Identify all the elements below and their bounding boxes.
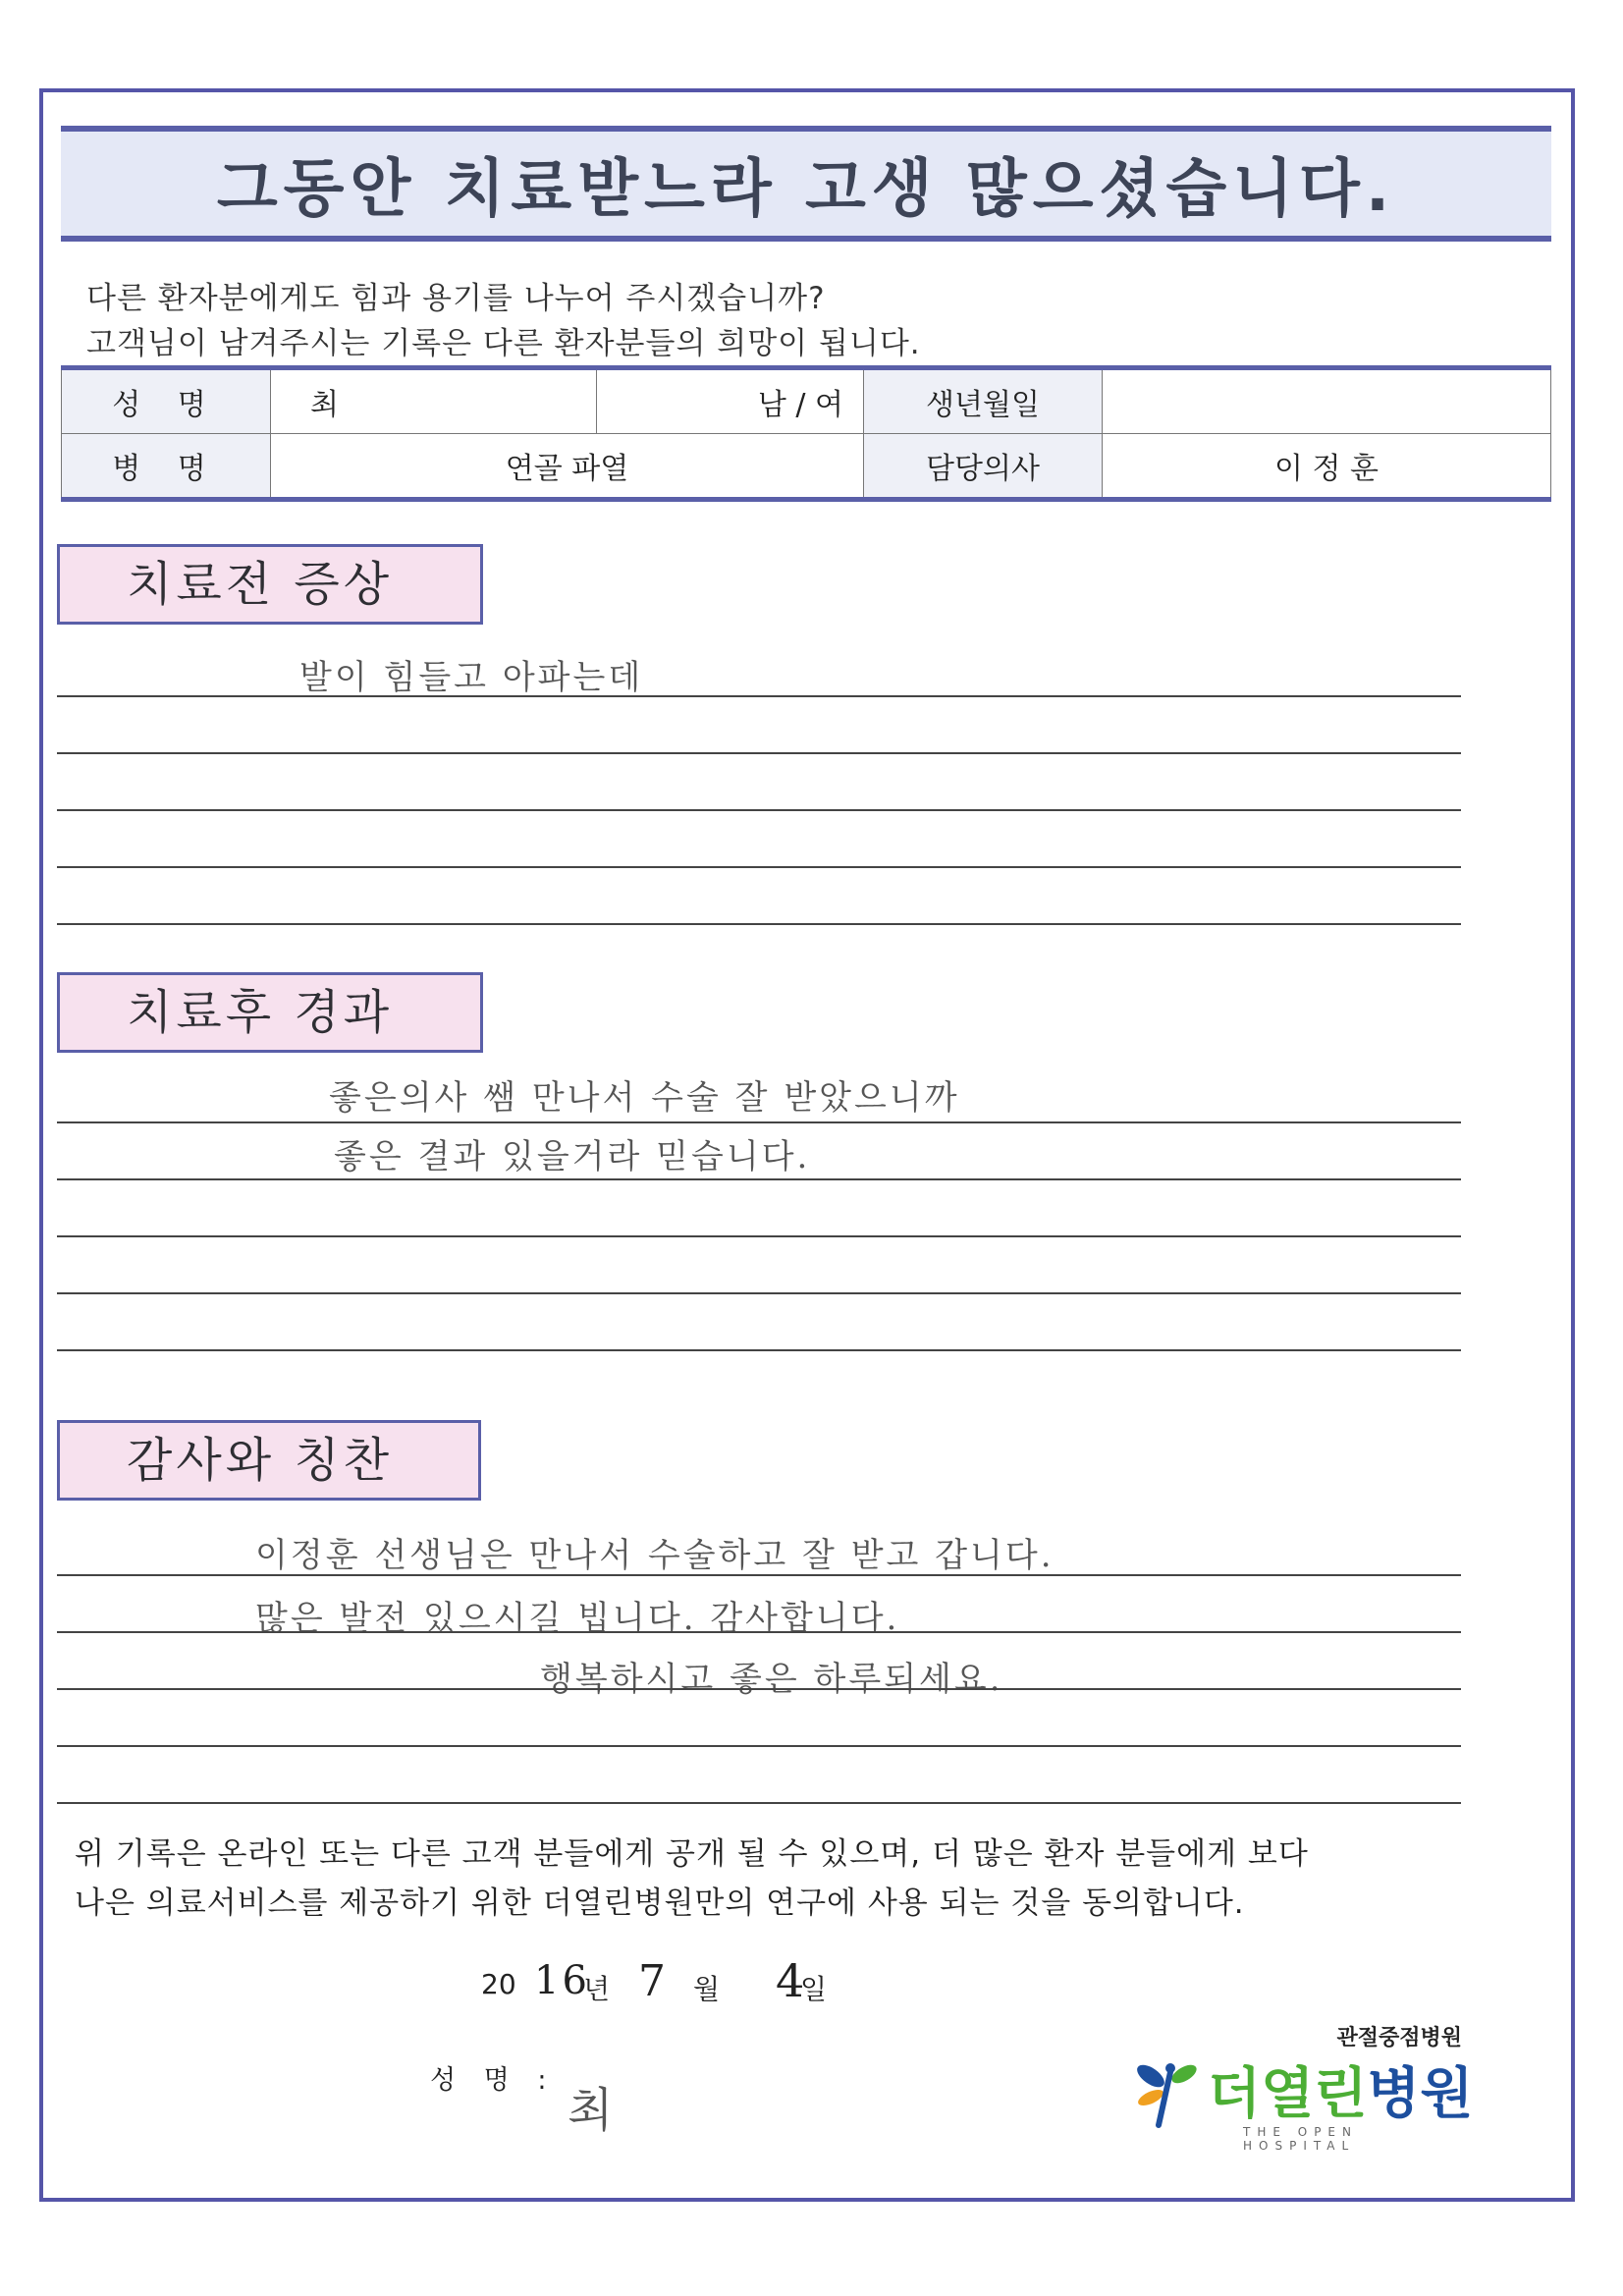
handwritten-line: 좋은의사 쌤 만나서 수술 잘 받았으니까: [329, 1078, 960, 1118]
ruled-line: [57, 1688, 1461, 1690]
signature-value: 최: [568, 2083, 617, 2138]
ruled-line: [57, 695, 1461, 697]
ruled-line: [57, 809, 1461, 811]
handwritten-line: 발이 힘들고 아파는데: [299, 658, 644, 697]
logo-name: [1208, 2050, 1474, 2129]
handwritten-line: 좋은 결과 있을거라 믿습니다.: [334, 1137, 811, 1176]
logo-english: THE OPEN HOSPITAL: [1243, 2125, 1358, 2153]
doctor-value: 이 정 훈: [1103, 434, 1551, 500]
ruled-line: [57, 1574, 1461, 1576]
hospital-logo: [1129, 2021, 1474, 2153]
ruled-line: [57, 1121, 1461, 1123]
handwritten-line: 많은 발전 있으시길 빕니다. 감사합니다.: [255, 1599, 900, 1638]
intro-line-1: 다른 환자분에게도 힘과 용기를 나누어 주시겠습니까?: [86, 281, 826, 316]
disease-label: 병 명: [62, 434, 271, 500]
section-heading-before: 치료전 증상: [57, 544, 483, 625]
ruled-line: [57, 923, 1461, 925]
handwritten-line: 행복하시고 좋은 하루되세요.: [540, 1660, 1003, 1699]
dragonfly-logo-icon: [1129, 2054, 1208, 2129]
date-prefix: 20: [481, 1968, 516, 2000]
ruled-line: [57, 1745, 1461, 1747]
name-value: 최: [271, 368, 597, 434]
consent-line-1: 위 기록은 온라인 또는 다른 고객 분들에게 공개 될 수 있으며, 더 많은 환자 분들에게 보다: [75, 1836, 1309, 1872]
doctor-label: 담당의사: [864, 434, 1103, 500]
date-month: 7: [638, 1956, 669, 2006]
logo-name-part1: 더열린: [1208, 2062, 1368, 2126]
ruled-line: [57, 752, 1461, 754]
section-heading-thanks: 감사와 칭찬: [57, 1420, 481, 1501]
date-year-unit: 년: [583, 1973, 611, 2005]
birth-value: [1103, 368, 1551, 434]
ruled-line: [57, 1349, 1461, 1351]
logo-subtitle: 관절중점병원: [1336, 2026, 1462, 2050]
date-day: 4: [776, 1954, 808, 2007]
section-heading-after: 치료후 경과: [57, 972, 483, 1053]
gender-label: 남 / 여: [597, 368, 864, 434]
date-day-unit: 일: [800, 1973, 828, 2005]
handwritten-line: 이정훈 선생님은 만나서 수술하고 잘 받고 갑니다.: [255, 1536, 1055, 1575]
birth-label: 생년월일: [864, 368, 1103, 434]
intro-line-2: 고객님이 남겨주시는 기록은 다른 환자분들의 희망이 됩니다.: [86, 326, 921, 361]
page-title: 그동안 치료받느라 고생 많으셨습니다.: [216, 153, 1396, 226]
ruled-line: [57, 1235, 1461, 1237]
ruled-line: [57, 1178, 1461, 1180]
logo-name-part2: 병원: [1367, 2062, 1474, 2126]
ruled-line: [57, 1802, 1461, 1804]
consent-line-2: 나은 의료서비스를 제공하기 위한 더열린병원만의 연구에 사용 되는 것을 동의합니다.: [75, 1886, 1245, 1921]
name-label: 성 명: [62, 368, 271, 434]
date-month-unit: 월: [693, 1973, 721, 2005]
date-year: 16: [534, 1958, 590, 2003]
ruled-line: [57, 866, 1461, 868]
ruled-line: [57, 1631, 1461, 1633]
ruled-line: [57, 1292, 1461, 1294]
signature-label: 성 명 :: [430, 2065, 557, 2096]
title-banner: [61, 126, 1551, 242]
disease-value: 연골 파열: [271, 434, 864, 500]
patient-info-table: [61, 365, 1551, 502]
